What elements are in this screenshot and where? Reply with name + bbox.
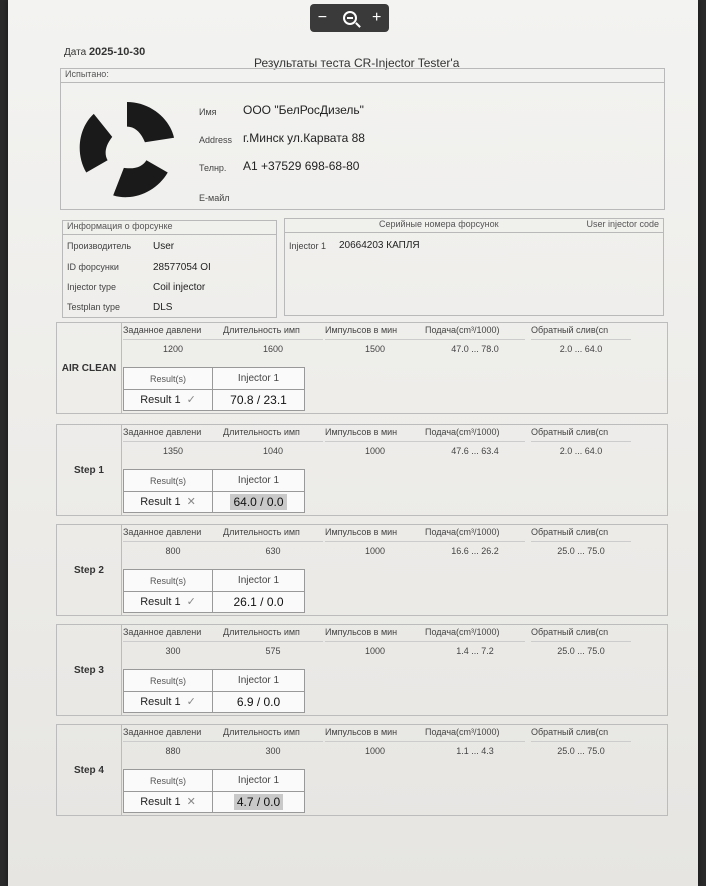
check-icon: ✓ <box>186 696 196 708</box>
parameter-column <box>325 527 425 556</box>
user-injector-code-label: User injector code <box>586 219 659 229</box>
parameter-value: 47.6 ... 63.4 <box>451 446 499 456</box>
tested-email-label: E-майл <box>199 193 230 203</box>
parameter-column <box>123 627 223 656</box>
tested-name-value: ООО "БелРосДизель" <box>243 103 364 117</box>
parameter-column <box>223 727 323 756</box>
document-title: Результаты теста CR-Injector Tester'a <box>254 56 460 70</box>
parameter-value: 1040 <box>262 446 284 456</box>
tested-phone-label: Телнр. <box>199 163 227 173</box>
parameter-column <box>325 427 425 456</box>
zoom-icon[interactable] <box>343 11 357 25</box>
tested-section <box>60 68 665 210</box>
parameter-value: 1000 <box>364 746 386 756</box>
result-table-header <box>124 368 304 390</box>
parameter-value: 16.6 ... 26.2 <box>451 546 499 556</box>
document-page <box>8 0 698 886</box>
testplan-type-value: DLS <box>153 302 173 313</box>
parameter-header: Импульсов в мин <box>325 527 425 542</box>
parameter-column <box>123 325 223 354</box>
tested-phone-value: A1 +37529 698-68-80 <box>243 159 360 173</box>
parameter-header: Импульсов в мин <box>325 727 425 742</box>
parameter-value: 1500 <box>364 344 386 354</box>
parameter-value: 300 <box>165 646 181 656</box>
result-table-header <box>124 470 304 492</box>
parameter-header: Заданное давлени <box>123 627 223 642</box>
parameter-header: Обратный слив(cn <box>531 325 631 340</box>
parameter-header: Подача(cm³/1000) <box>425 627 525 642</box>
result-table-header <box>124 670 304 692</box>
serial-numbers-section <box>284 218 664 316</box>
tested-heading: Испытано: <box>61 69 664 83</box>
parameter-header: Заданное давлени <box>123 527 223 542</box>
parameter-column <box>223 427 323 456</box>
results-header: Result(s) <box>124 470 213 491</box>
step-name: AIR CLEAN <box>57 323 122 413</box>
injector-id-value: 28577054 OI <box>153 262 211 273</box>
parameter-value: 800 <box>165 546 181 556</box>
result-value-cell <box>213 791 304 812</box>
injector-header: Injector 1 <box>237 475 280 486</box>
check-icon: ✓ <box>186 394 196 406</box>
parameter-header: Импульсов в мин <box>325 325 425 340</box>
result-table-header <box>124 770 304 792</box>
result-value-cell <box>213 691 304 712</box>
serial-injector-label: Injector 1 <box>289 241 327 251</box>
result-row-label: Result 1 ✓ <box>124 591 213 612</box>
parameter-header: Заданное давлени <box>123 325 223 340</box>
result-row <box>124 591 304 612</box>
injector-id-label: ID форсунки <box>67 262 119 272</box>
step-parameters <box>123 527 663 559</box>
result-row <box>124 791 304 812</box>
parameter-value: 1.1 ... 4.3 <box>456 746 494 756</box>
result-row-label: Result 1 ✓ <box>124 691 213 712</box>
injector-info-section <box>62 220 277 318</box>
step-block <box>56 724 668 816</box>
step-name: Step 1 <box>57 425 122 515</box>
parameter-column <box>425 325 525 354</box>
parameter-value: 630 <box>265 546 281 556</box>
parameter-header: Подача(cm³/1000) <box>425 325 525 340</box>
parameter-header: Импульсов в мин <box>325 627 425 642</box>
parameter-value: 1000 <box>364 646 386 656</box>
serial-injector-value: 20664203 КАПЛЯ <box>339 240 420 251</box>
parameter-value: 25.0 ... 75.0 <box>557 746 605 756</box>
company-logo <box>71 93 183 205</box>
tested-name-label: Имя <box>199 107 217 117</box>
step-parameters <box>123 325 663 357</box>
parameter-value: 2.0 ... 64.0 <box>559 446 603 456</box>
parameter-column <box>223 325 323 354</box>
results-header: Result(s) <box>124 770 213 791</box>
step-name: Step 3 <box>57 625 122 715</box>
parameter-header: Обратный слив(cn <box>531 527 631 542</box>
parameter-header: Длительность имп <box>223 325 323 340</box>
result-value: 4.7 / 0.0 <box>234 794 283 810</box>
results-header: Result(s) <box>124 670 213 691</box>
injector-info-heading: Информация о форсунке <box>63 221 276 235</box>
test-date: Дата 2025-10-30 <box>64 46 146 58</box>
result-value: 26.1 / 0.0 <box>233 594 284 609</box>
parameter-value: 2.0 ... 64.0 <box>559 344 603 354</box>
parameter-header: Длительность имп <box>223 727 323 742</box>
zoom-in-button[interactable]: + <box>371 9 382 26</box>
parameter-column <box>325 627 425 656</box>
result-table <box>123 769 305 813</box>
parameter-column <box>123 727 223 756</box>
parameter-value: 1000 <box>364 446 386 456</box>
parameter-column <box>531 527 631 556</box>
zoom-toolbar <box>310 4 389 32</box>
manufacturer-value: User <box>153 241 175 252</box>
parameter-column <box>531 727 631 756</box>
parameter-header: Обратный слив(cn <box>531 627 631 642</box>
parameter-column <box>223 627 323 656</box>
manufacturer-label: Производитель <box>67 241 132 251</box>
parameter-column <box>123 427 223 456</box>
result-value-cell <box>213 389 304 410</box>
parameter-value: 25.0 ... 75.0 <box>557 646 605 656</box>
parameter-header: Подача(cm³/1000) <box>425 527 525 542</box>
parameter-column <box>531 427 631 456</box>
cross-icon: ✕ <box>186 496 196 508</box>
result-row-label: Result 1 ✕ <box>124 791 213 812</box>
parameter-header: Подача(cm³/1000) <box>425 427 525 442</box>
parameter-column <box>531 627 631 656</box>
parameter-value: 300 <box>265 746 281 756</box>
injector-header: Injector 1 <box>237 575 280 586</box>
parameter-header: Заданное давлени <box>123 427 223 442</box>
tested-address-value: г.Минск ул.Карвата 88 <box>243 131 365 145</box>
parameter-value: 880 <box>165 746 181 756</box>
zoom-out-button[interactable]: − <box>317 9 328 26</box>
step-block <box>56 424 668 516</box>
serial-numbers-heading: Серийные номера форсунок User injector code <box>285 219 663 233</box>
parameter-value: 47.0 ... 78.0 <box>451 344 499 354</box>
step-block <box>56 322 668 414</box>
injector-type-value: Coil injector <box>153 282 206 293</box>
parameter-value: 1.4 ... 7.2 <box>456 646 494 656</box>
injector-header: Injector 1 <box>237 373 280 384</box>
parameter-header: Длительность имп <box>223 627 323 642</box>
parameter-column <box>223 527 323 556</box>
result-row <box>124 389 304 410</box>
result-table <box>123 469 305 513</box>
testplan-type-label: Testplan type <box>67 302 121 312</box>
result-table <box>123 569 305 613</box>
injector-type-label: Injector type <box>67 282 117 292</box>
injector-header: Injector 1 <box>237 775 280 786</box>
step-name: Step 4 <box>57 725 122 815</box>
result-value: 64.0 / 0.0 <box>230 494 286 510</box>
results-header: Result(s) <box>124 570 213 591</box>
parameter-header: Обратный слив(cn <box>531 727 631 742</box>
parameter-column <box>425 627 525 656</box>
injector-header: Injector 1 <box>237 675 280 686</box>
parameter-header: Длительность имп <box>223 427 323 442</box>
step-block <box>56 624 668 716</box>
step-parameters <box>123 727 663 759</box>
result-table-header <box>124 570 304 592</box>
parameter-header: Обратный слив(cn <box>531 427 631 442</box>
parameter-column <box>325 325 425 354</box>
result-table <box>123 669 305 713</box>
parameter-value: 575 <box>265 646 281 656</box>
tested-address-label: Address <box>199 135 233 145</box>
result-value: 6.9 / 0.0 <box>236 694 281 709</box>
step-parameters <box>123 427 663 459</box>
parameter-value: 1000 <box>364 546 386 556</box>
result-value: 70.8 / 23.1 <box>230 392 287 407</box>
parameter-value: 1200 <box>162 344 184 354</box>
cross-icon: ✕ <box>186 796 196 808</box>
parameter-value: 1350 <box>162 446 184 456</box>
results-header: Result(s) <box>124 368 213 389</box>
parameter-header: Заданное давлени <box>123 727 223 742</box>
parameter-header: Подача(cm³/1000) <box>425 727 525 742</box>
result-value-cell <box>213 491 304 512</box>
parameter-value: 1600 <box>262 344 284 354</box>
result-table <box>123 367 305 411</box>
parameter-column <box>425 427 525 456</box>
step-parameters <box>123 627 663 659</box>
parameter-column <box>425 727 525 756</box>
parameter-header: Длительность имп <box>223 527 323 542</box>
parameter-column <box>425 527 525 556</box>
parameter-value: 25.0 ... 75.0 <box>557 546 605 556</box>
parameter-header: Импульсов в мин <box>325 427 425 442</box>
check-icon: ✓ <box>186 596 196 608</box>
parameter-column <box>325 727 425 756</box>
step-name: Step 2 <box>57 525 122 615</box>
parameter-column <box>531 325 631 354</box>
result-row-label: Result 1 ✕ <box>124 491 213 512</box>
parameter-column <box>123 527 223 556</box>
result-row <box>124 691 304 712</box>
result-value-cell <box>213 591 304 612</box>
result-row-label: Result 1 ✓ <box>124 389 213 410</box>
step-block <box>56 524 668 616</box>
result-row <box>124 491 304 512</box>
